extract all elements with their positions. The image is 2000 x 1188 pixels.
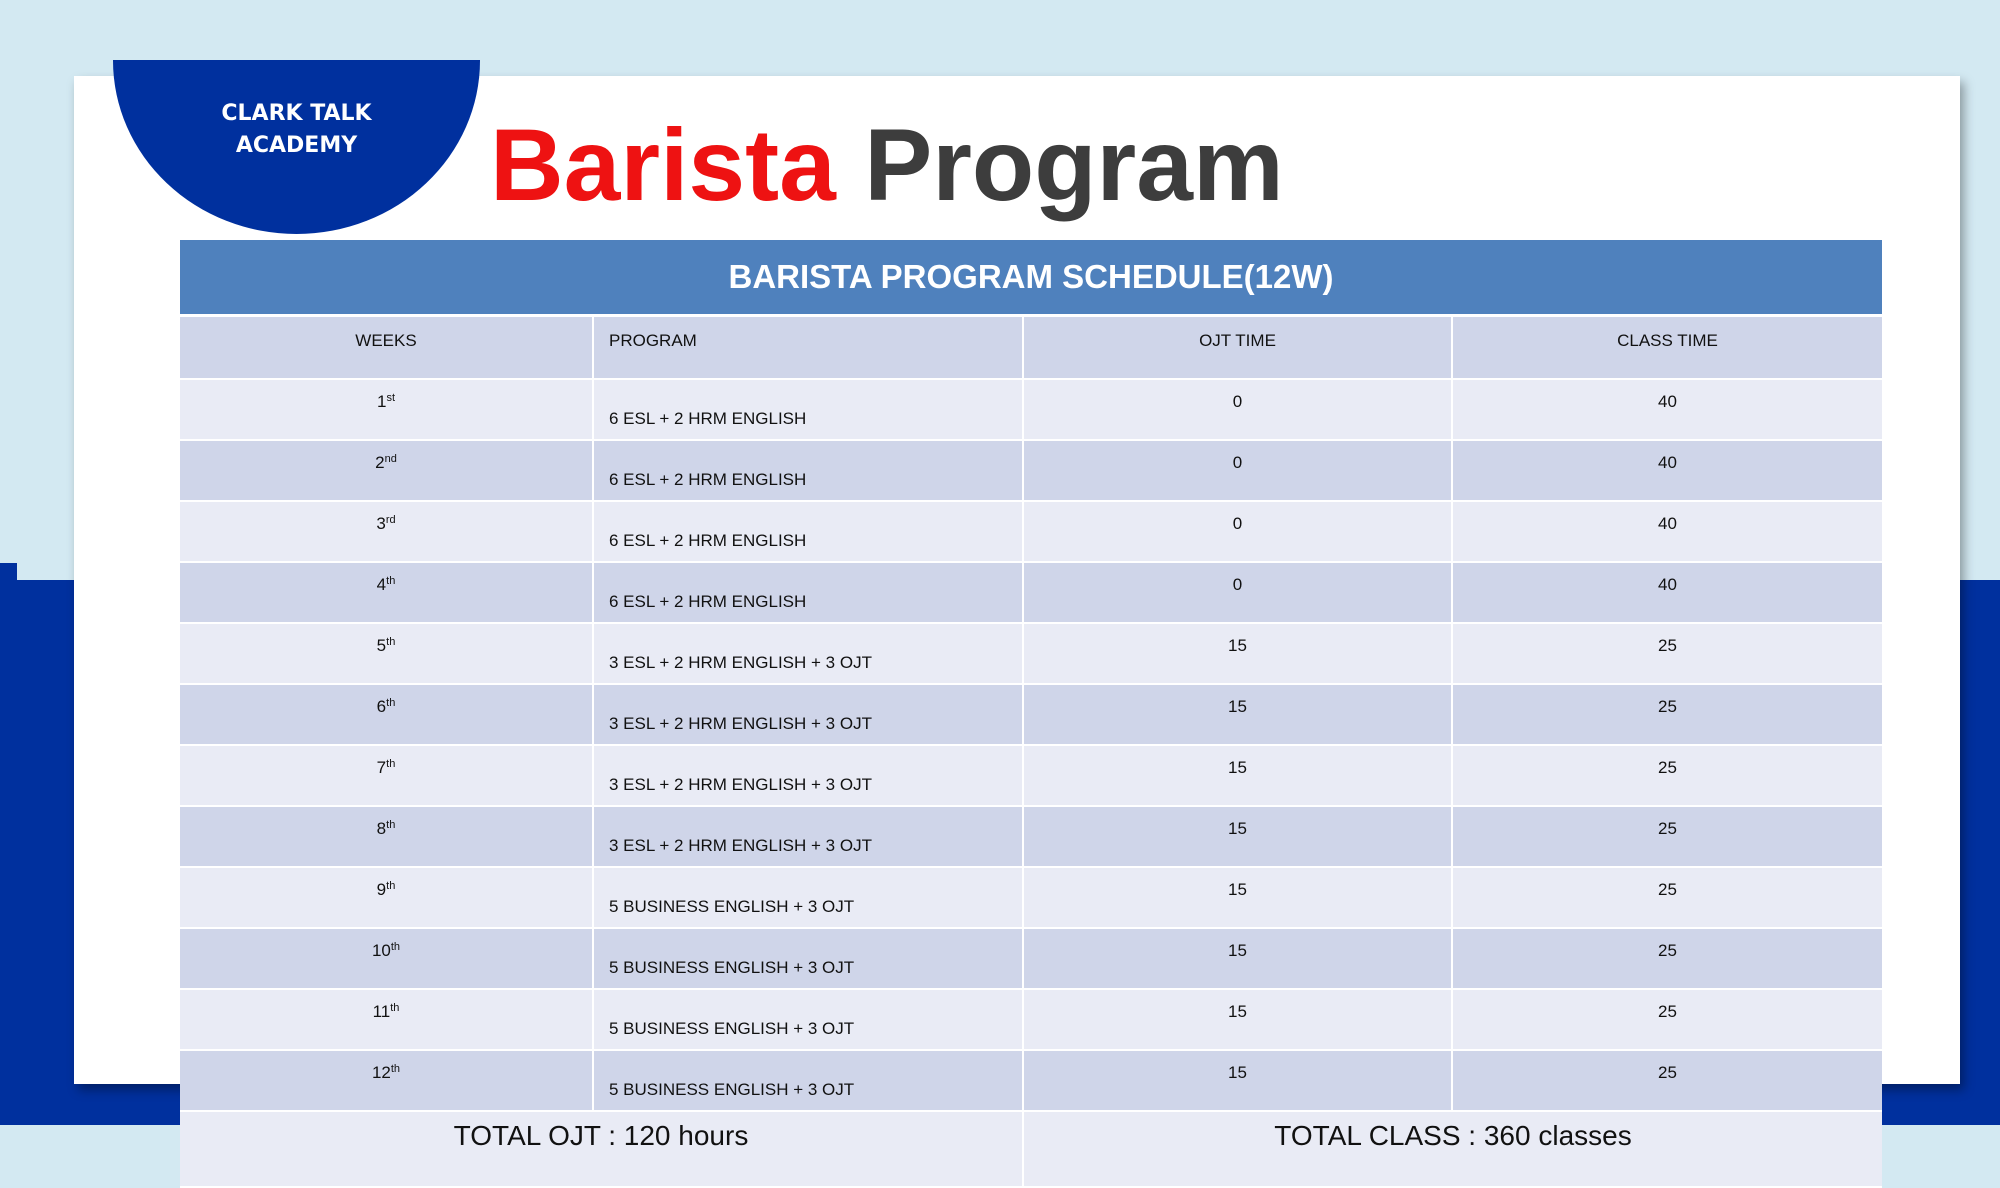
schedule-heading: BARISTA PROGRAM SCHEDULE(12W) [180,240,1882,316]
week-cell [180,440,593,501]
week-cell [180,928,593,989]
program-cell: 6 ESL + 2 HRM ENGLISH [593,379,1023,440]
week-suffix: nd [384,453,397,465]
week-number: 5 [376,636,387,655]
week-suffix: th [386,880,396,892]
table-row [180,501,1882,562]
column-header-ojt-time: OJT TIME [1023,316,1452,380]
ojt-time-cell: 0 [1023,440,1452,501]
week-number: 2 [375,453,385,472]
ojt-time-cell: 15 [1023,806,1452,867]
table-row [180,989,1882,1050]
class-time-cell: 25 [1452,684,1882,745]
ojt-time-cell: 15 [1023,1050,1452,1111]
column-header-class-time: CLASS TIME [1452,316,1882,380]
table-row [180,684,1882,745]
ojt-time-cell: 0 [1023,501,1452,562]
week-suffix: th [386,819,396,831]
week-cell [180,684,593,745]
ojt-time-cell: 15 [1023,928,1452,989]
week-number: 9 [376,880,387,899]
program-cell: 6 ESL + 2 HRM ENGLISH [593,440,1023,501]
class-time-cell: 25 [1452,867,1882,928]
logo-line-2: ACADEMY [235,133,358,158]
class-time-cell: 25 [1452,989,1882,1050]
program-cell: 5 BUSINESS ENGLISH + 3 OJT [593,867,1023,928]
week-suffix: th [390,941,401,953]
ojt-time-cell: 15 [1023,745,1452,806]
class-time-cell: 25 [1452,623,1882,684]
table-row [180,562,1882,623]
week-cell [180,806,593,867]
week-cell [180,1050,593,1111]
week-number: 11 [372,1002,391,1021]
week-number: 8 [376,819,387,838]
week-cell [180,501,593,562]
week-number: 3 [376,514,386,533]
program-cell: 3 ESL + 2 HRM ENGLISH + 3 OJT [593,623,1023,684]
title-word-barista: Barista [490,108,836,222]
ojt-time-cell: 15 [1023,623,1452,684]
week-suffix: th [390,1002,400,1014]
week-number: 4 [376,575,387,594]
week-number: 12 [371,1063,391,1082]
week-suffix: rd [385,514,396,526]
table-row [180,867,1882,928]
ojt-time-cell: 15 [1023,684,1452,745]
table-row [180,745,1882,806]
week-suffix: th [386,636,396,648]
schedule-table [180,240,1882,1188]
table-row [180,623,1882,684]
background-tab [0,563,17,583]
week-cell [180,562,593,623]
class-time-cell: 40 [1452,562,1882,623]
column-header-program: PROGRAM [593,316,1023,380]
class-time-cell: 25 [1452,928,1882,989]
program-cell: 5 BUSINESS ENGLISH + 3 OJT [593,1050,1023,1111]
program-cell: 5 BUSINESS ENGLISH + 3 OJT [593,928,1023,989]
program-cell: 3 ESL + 2 HRM ENGLISH + 3 OJT [593,806,1023,867]
table-row [180,928,1882,989]
program-cell: 6 ESL + 2 HRM ENGLISH [593,562,1023,623]
ojt-time-cell: 15 [1023,867,1452,928]
week-number: 6 [376,697,387,716]
week-number: 7 [376,758,387,777]
program-cell: 3 ESL + 2 HRM ENGLISH + 3 OJT [593,684,1023,745]
class-time-cell: 25 [1452,1050,1882,1111]
total-ojt: TOTAL OJT : 120 hours [180,1111,1023,1187]
ojt-time-cell: 0 [1023,562,1452,623]
column-header-row [180,316,1882,380]
totals-row [180,1111,1882,1187]
ojt-time-cell: 0 [1023,379,1452,440]
table-row [180,1050,1882,1111]
program-cell: 5 BUSINESS ENGLISH + 3 OJT [593,989,1023,1050]
program-cell: 3 ESL + 2 HRM ENGLISH + 3 OJT [593,745,1023,806]
class-time-cell: 25 [1452,745,1882,806]
table-row [180,440,1882,501]
week-number: 10 [371,941,391,960]
table-row [180,806,1882,867]
total-class: TOTAL CLASS : 360 classes [1023,1111,1882,1187]
logo-line-1: CLARK TALK [221,101,372,126]
class-time-cell: 40 [1452,501,1882,562]
program-cell: 6 ESL + 2 HRM ENGLISH [593,501,1023,562]
week-suffix: th [386,758,396,770]
column-header-weeks: WEEKS [180,316,593,380]
class-time-cell: 40 [1452,379,1882,440]
week-suffix: th [390,1063,401,1075]
week-cell [180,867,593,928]
week-number: 1 [376,392,387,411]
ojt-time-cell: 15 [1023,989,1452,1050]
week-cell [180,623,593,684]
table-row [180,379,1882,440]
title-word-program: Program [864,108,1284,222]
week-cell [180,989,593,1050]
week-suffix: th [386,575,396,587]
week-suffix: st [386,392,396,404]
class-time-cell: 25 [1452,806,1882,867]
week-cell [180,745,593,806]
page-title [490,105,1284,225]
week-suffix: th [386,697,396,709]
week-cell [180,379,593,440]
class-time-cell: 40 [1452,440,1882,501]
